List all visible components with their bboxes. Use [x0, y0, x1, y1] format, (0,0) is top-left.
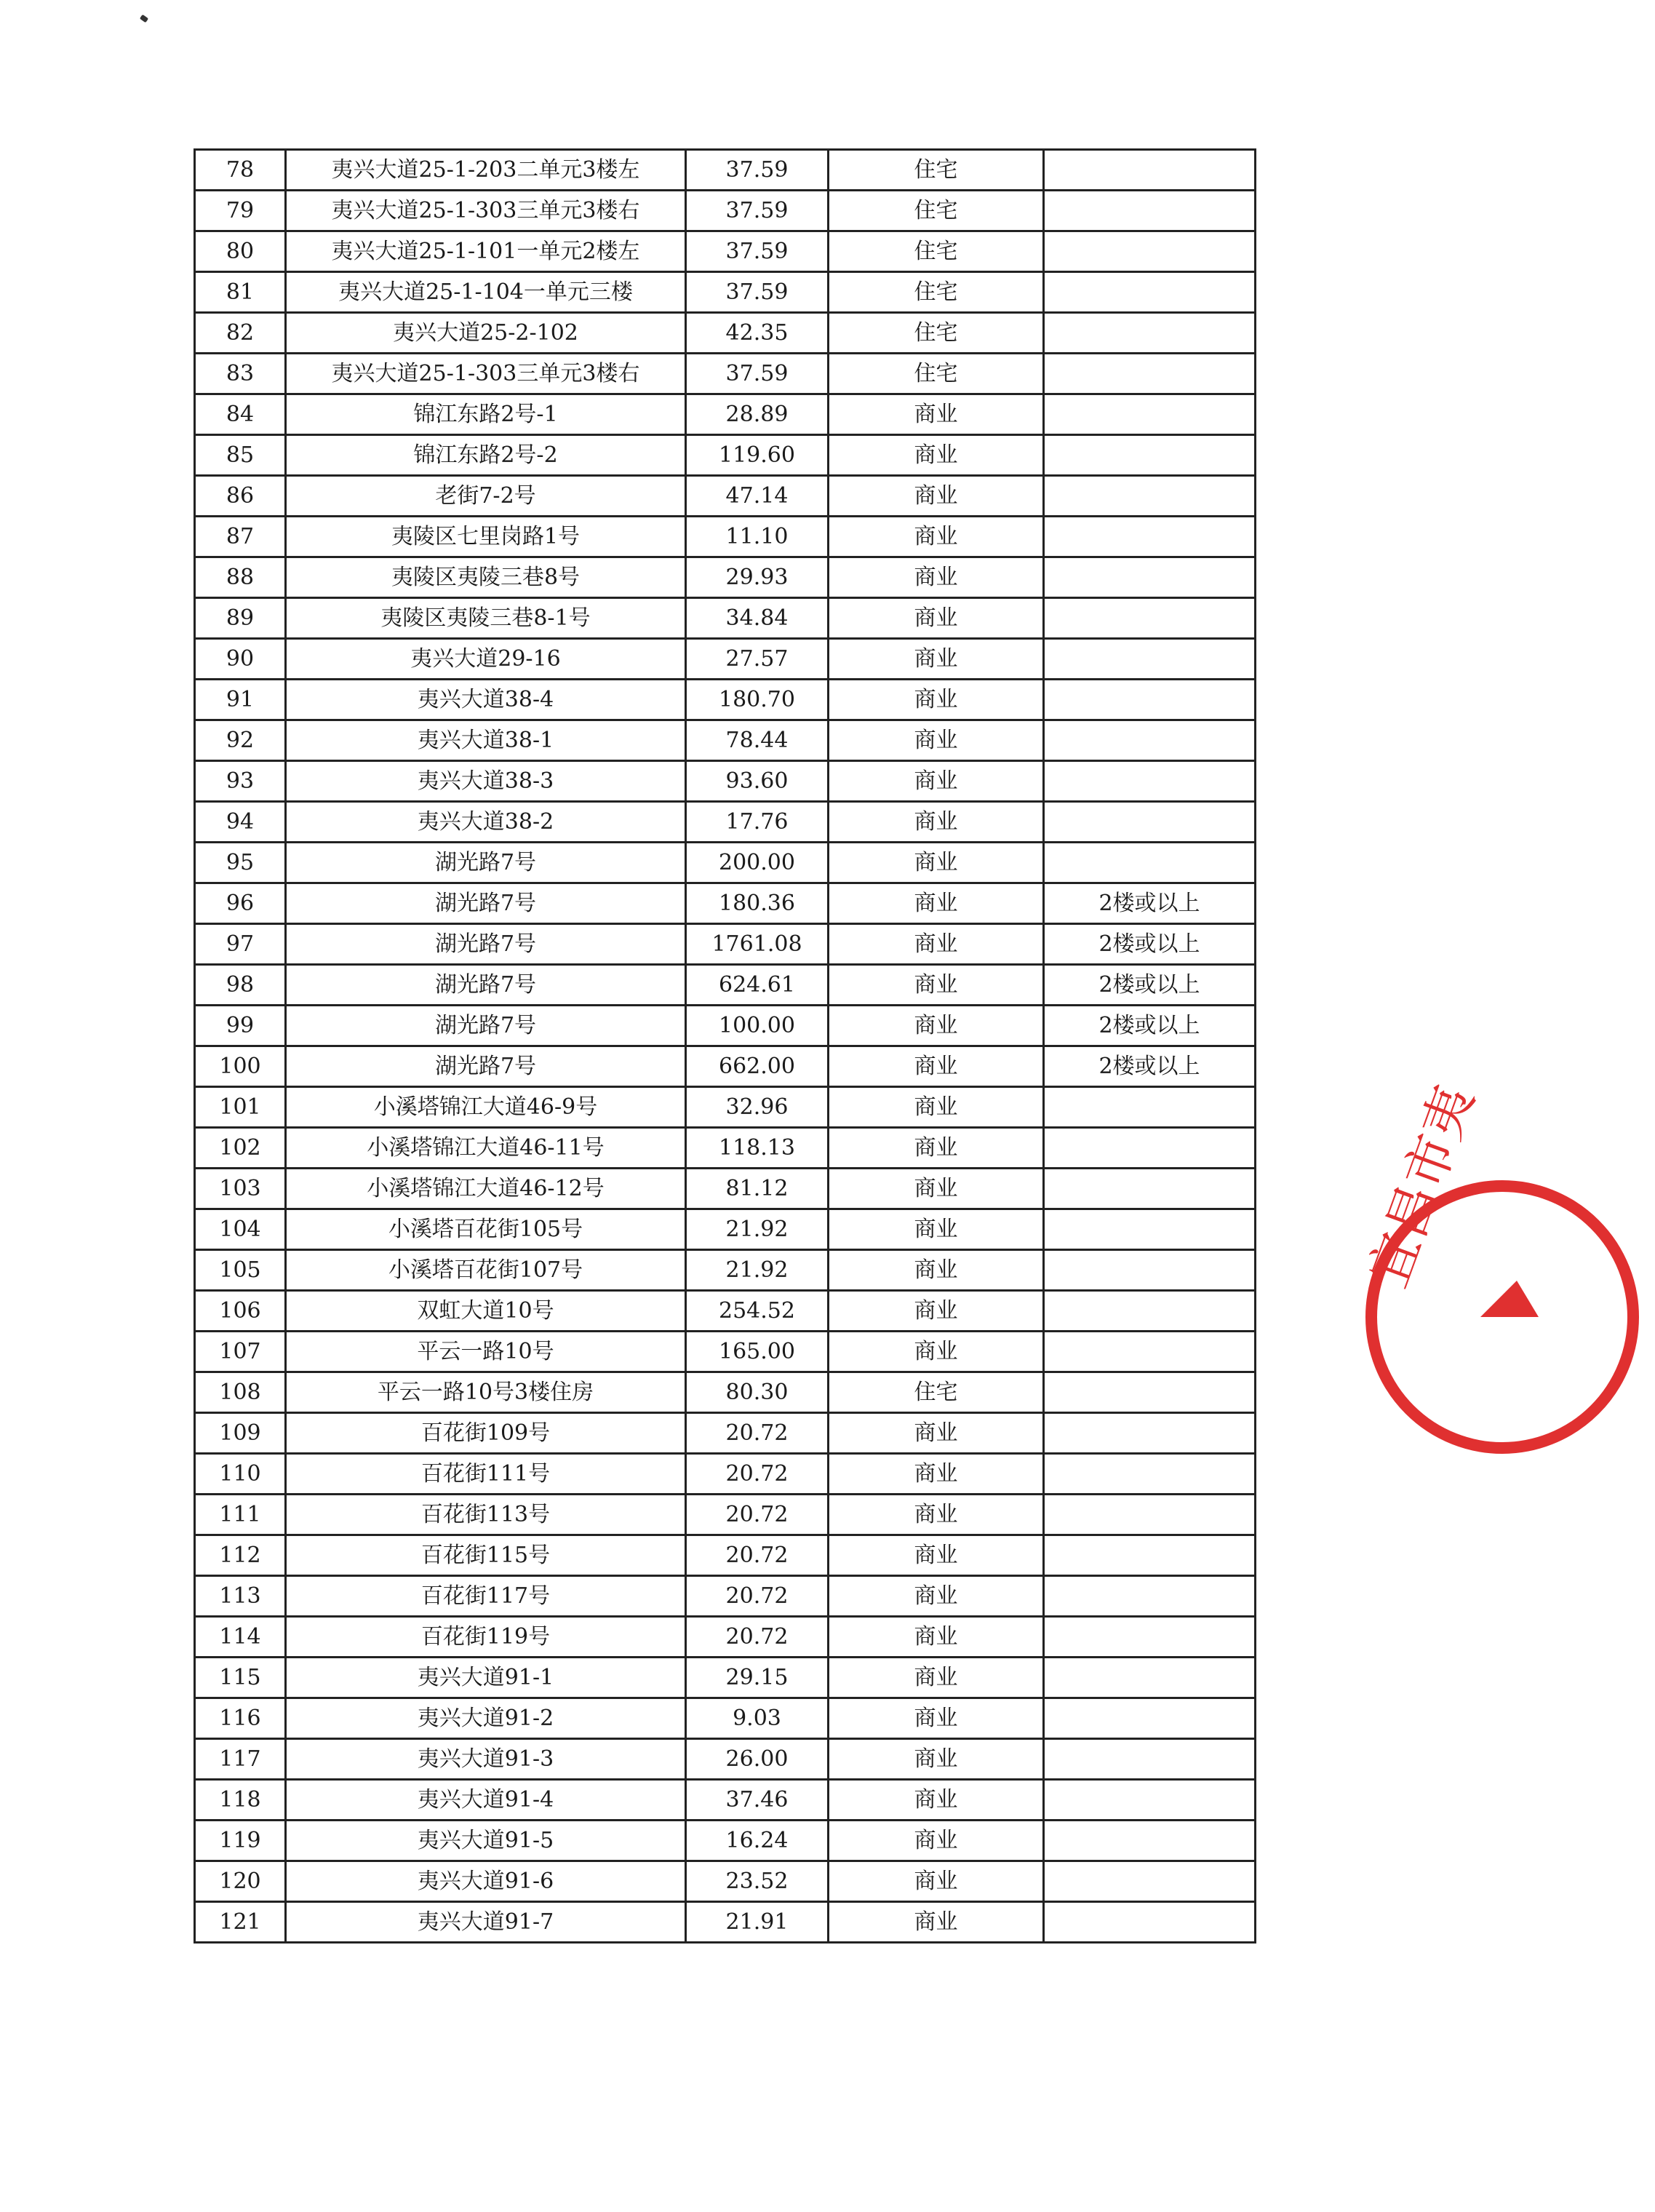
address-cell: 夷兴大道29-16	[286, 639, 686, 680]
row-number-cell: 103	[195, 1169, 286, 1209]
row-number-cell: 94	[195, 802, 286, 843]
usage-cell: 住宅	[829, 354, 1044, 394]
area-cell: 11.10	[686, 517, 829, 557]
usage-cell: 住宅	[829, 231, 1044, 272]
usage-cell: 商业	[829, 965, 1044, 1006]
address-cell: 夷兴大道38-3	[286, 761, 686, 802]
table-row	[195, 1861, 1256, 1902]
area-cell: 9.03	[686, 1698, 829, 1739]
usage-cell: 商业	[829, 1209, 1044, 1250]
row-number-cell: 106	[195, 1291, 286, 1332]
address-cell: 夷兴大道91-1	[286, 1658, 686, 1698]
table-row	[195, 1902, 1256, 1943]
address-cell: 百花街111号	[286, 1454, 686, 1495]
area-cell: 37.59	[686, 231, 829, 272]
area-cell: 21.92	[686, 1250, 829, 1291]
table-row	[195, 1413, 1256, 1454]
address-cell: 湖光路7号	[286, 1006, 686, 1046]
table-row	[195, 1128, 1256, 1169]
area-cell: 165.00	[686, 1332, 829, 1372]
table-row	[195, 924, 1256, 965]
address-cell: 夷兴大道91-5	[286, 1821, 686, 1861]
note-cell: 2楼或以上	[1044, 1006, 1256, 1046]
area-cell: 42.35	[686, 313, 829, 354]
address-cell: 夷兴大道25-1-104一单元三楼	[286, 272, 686, 313]
address-cell: 夷兴大道38-4	[286, 680, 686, 720]
note-cell	[1044, 272, 1256, 313]
usage-cell: 住宅	[829, 313, 1044, 354]
note-cell	[1044, 1535, 1256, 1576]
area-cell: 23.52	[686, 1861, 829, 1902]
table-row	[195, 1698, 1256, 1739]
area-cell: 662.00	[686, 1046, 829, 1087]
area-cell: 20.72	[686, 1535, 829, 1576]
table-row	[195, 1454, 1256, 1495]
table-row	[195, 598, 1256, 639]
table-row	[195, 1291, 1256, 1332]
area-cell: 80.30	[686, 1372, 829, 1413]
area-cell: 81.12	[686, 1169, 829, 1209]
row-number-cell: 109	[195, 1413, 286, 1454]
table-row	[195, 517, 1256, 557]
note-cell	[1044, 394, 1256, 435]
note-cell	[1044, 598, 1256, 639]
table-row	[195, 476, 1256, 517]
usage-cell: 商业	[829, 1495, 1044, 1535]
note-cell	[1044, 313, 1256, 354]
note-cell	[1044, 1372, 1256, 1413]
address-cell: 夷兴大道38-2	[286, 802, 686, 843]
table-row	[195, 272, 1256, 313]
row-number-cell: 82	[195, 313, 286, 354]
row-number-cell: 99	[195, 1006, 286, 1046]
note-cell	[1044, 557, 1256, 598]
row-number-cell: 81	[195, 272, 286, 313]
address-cell: 锦江东路2号-2	[286, 435, 686, 476]
row-number-cell: 92	[195, 720, 286, 761]
usage-cell: 商业	[829, 1698, 1044, 1739]
usage-cell: 商业	[829, 557, 1044, 598]
area-cell: 78.44	[686, 720, 829, 761]
official-seal	[1349, 1077, 1655, 1528]
address-cell: 夷兴大道38-1	[286, 720, 686, 761]
address-cell: 夷兴大道25-1-303三单元3楼右	[286, 354, 686, 394]
table-row	[195, 313, 1256, 354]
row-number-cell: 105	[195, 1250, 286, 1291]
address-cell: 夷兴大道25-1-203二单元3楼左	[286, 150, 686, 191]
area-cell: 100.00	[686, 1006, 829, 1046]
note-cell	[1044, 1698, 1256, 1739]
table-row	[195, 557, 1256, 598]
note-cell	[1044, 517, 1256, 557]
row-number-cell: 88	[195, 557, 286, 598]
usage-cell: 商业	[829, 1006, 1044, 1046]
address-cell: 百花街117号	[286, 1576, 686, 1617]
area-cell: 47.14	[686, 476, 829, 517]
area-cell: 21.91	[686, 1902, 829, 1943]
area-cell: 624.61	[686, 965, 829, 1006]
row-number-cell: 79	[195, 191, 286, 231]
area-cell: 93.60	[686, 761, 829, 802]
note-cell	[1044, 1169, 1256, 1209]
row-number-cell: 121	[195, 1902, 286, 1943]
table-row	[195, 150, 1256, 191]
table-row	[195, 1780, 1256, 1821]
note-cell	[1044, 354, 1256, 394]
usage-cell: 商业	[829, 476, 1044, 517]
table-body	[195, 150, 1256, 1943]
note-cell	[1044, 476, 1256, 517]
table-row	[195, 1209, 1256, 1250]
area-cell: 29.93	[686, 557, 829, 598]
address-cell: 小溪塔锦江大道46-9号	[286, 1087, 686, 1128]
note-cell	[1044, 1087, 1256, 1128]
scan-speck	[140, 15, 148, 23]
usage-cell: 商业	[829, 1658, 1044, 1698]
table-row	[195, 1576, 1256, 1617]
area-cell: 32.96	[686, 1087, 829, 1128]
table-row	[195, 1250, 1256, 1291]
table-row	[195, 843, 1256, 883]
usage-cell: 商业	[829, 1454, 1044, 1495]
address-cell: 湖光路7号	[286, 1046, 686, 1087]
area-cell: 37.59	[686, 354, 829, 394]
table-row	[195, 1372, 1256, 1413]
table-row	[195, 802, 1256, 843]
table-row	[195, 720, 1256, 761]
area-cell: 119.60	[686, 435, 829, 476]
row-number-cell: 85	[195, 435, 286, 476]
address-cell: 湖光路7号	[286, 924, 686, 965]
usage-cell: 商业	[829, 598, 1044, 639]
area-cell: 20.72	[686, 1617, 829, 1658]
address-cell: 老街7-2号	[286, 476, 686, 517]
usage-cell: 住宅	[829, 191, 1044, 231]
row-number-cell: 101	[195, 1087, 286, 1128]
row-number-cell: 114	[195, 1617, 286, 1658]
seal-star-fragment	[1480, 1281, 1539, 1317]
address-cell: 平云一路10号3楼住房	[286, 1372, 686, 1413]
usage-cell: 商业	[829, 639, 1044, 680]
row-number-cell: 86	[195, 476, 286, 517]
row-number-cell: 102	[195, 1128, 286, 1169]
note-cell	[1044, 1821, 1256, 1861]
note-cell	[1044, 720, 1256, 761]
row-number-cell: 98	[195, 965, 286, 1006]
address-cell: 双虹大道10号	[286, 1291, 686, 1332]
row-number-cell: 107	[195, 1332, 286, 1372]
table-row	[195, 680, 1256, 720]
row-number-cell: 89	[195, 598, 286, 639]
note-cell	[1044, 1454, 1256, 1495]
address-cell: 夷兴大道91-6	[286, 1861, 686, 1902]
row-number-cell: 104	[195, 1209, 286, 1250]
table-row	[195, 191, 1256, 231]
usage-cell: 住宅	[829, 272, 1044, 313]
note-cell	[1044, 1576, 1256, 1617]
row-number-cell: 116	[195, 1698, 286, 1739]
usage-cell: 住宅	[829, 1372, 1044, 1413]
row-number-cell: 108	[195, 1372, 286, 1413]
usage-cell: 商业	[829, 1821, 1044, 1861]
area-cell: 28.89	[686, 394, 829, 435]
address-cell: 百花街119号	[286, 1617, 686, 1658]
address-cell: 夷陵区夷陵三巷8-1号	[286, 598, 686, 639]
row-number-cell: 87	[195, 517, 286, 557]
note-cell	[1044, 802, 1256, 843]
usage-cell: 商业	[829, 1780, 1044, 1821]
area-cell: 16.24	[686, 1821, 829, 1861]
usage-cell: 商业	[829, 1902, 1044, 1943]
table-row	[195, 1739, 1256, 1780]
address-cell: 平云一路10号	[286, 1332, 686, 1372]
note-cell	[1044, 680, 1256, 720]
address-cell: 夷兴大道91-7	[286, 1902, 686, 1943]
area-cell: 26.00	[686, 1739, 829, 1780]
usage-cell: 商业	[829, 1332, 1044, 1372]
row-number-cell: 93	[195, 761, 286, 802]
usage-cell: 住宅	[829, 150, 1044, 191]
table-row	[195, 965, 1256, 1006]
row-number-cell: 95	[195, 843, 286, 883]
note-cell	[1044, 1413, 1256, 1454]
usage-cell: 商业	[829, 1535, 1044, 1576]
row-number-cell: 119	[195, 1821, 286, 1861]
table-row	[195, 354, 1256, 394]
row-number-cell: 91	[195, 680, 286, 720]
row-number-cell: 100	[195, 1046, 286, 1087]
usage-cell: 商业	[829, 1739, 1044, 1780]
area-cell: 180.70	[686, 680, 829, 720]
row-number-cell: 97	[195, 924, 286, 965]
note-cell	[1044, 639, 1256, 680]
note-cell	[1044, 1902, 1256, 1943]
area-cell: 180.36	[686, 883, 829, 924]
row-number-cell: 110	[195, 1454, 286, 1495]
note-cell	[1044, 1617, 1256, 1658]
area-cell: 37.59	[686, 272, 829, 313]
address-cell: 百花街109号	[286, 1413, 686, 1454]
table-row	[195, 231, 1256, 272]
area-cell: 17.76	[686, 802, 829, 843]
table-row	[195, 883, 1256, 924]
area-cell: 37.46	[686, 1780, 829, 1821]
address-cell: 小溪塔锦江大道46-12号	[286, 1169, 686, 1209]
note-cell	[1044, 191, 1256, 231]
usage-cell: 商业	[829, 435, 1044, 476]
address-cell: 夷兴大道91-3	[286, 1739, 686, 1780]
usage-cell: 商业	[829, 1169, 1044, 1209]
area-cell: 20.72	[686, 1576, 829, 1617]
row-number-cell: 78	[195, 150, 286, 191]
usage-cell: 商业	[829, 1250, 1044, 1291]
area-cell: 34.84	[686, 598, 829, 639]
area-cell: 27.57	[686, 639, 829, 680]
row-number-cell: 83	[195, 354, 286, 394]
table-row	[195, 1332, 1256, 1372]
usage-cell: 商业	[829, 802, 1044, 843]
area-cell: 1761.08	[686, 924, 829, 965]
address-cell: 夷兴大道91-2	[286, 1698, 686, 1739]
area-cell: 29.15	[686, 1658, 829, 1698]
row-number-cell: 115	[195, 1658, 286, 1698]
address-cell: 锦江东路2号-1	[286, 394, 686, 435]
address-cell: 湖光路7号	[286, 883, 686, 924]
address-cell: 夷兴大道25-1-101一单元2楼左	[286, 231, 686, 272]
address-cell: 湖光路7号	[286, 843, 686, 883]
address-cell: 小溪塔百花街107号	[286, 1250, 686, 1291]
area-cell: 37.59	[686, 150, 829, 191]
row-number-cell: 118	[195, 1780, 286, 1821]
table-row	[195, 1169, 1256, 1209]
note-cell: 2楼或以上	[1044, 883, 1256, 924]
table-row	[195, 1006, 1256, 1046]
address-cell: 百花街115号	[286, 1535, 686, 1576]
address-cell: 夷陵区七里岗路1号	[286, 517, 686, 557]
table-row	[195, 435, 1256, 476]
note-cell	[1044, 1861, 1256, 1902]
address-cell: 夷兴大道91-4	[286, 1780, 686, 1821]
usage-cell: 商业	[829, 517, 1044, 557]
table-row	[195, 1535, 1256, 1576]
note-cell	[1044, 1128, 1256, 1169]
usage-cell: 商业	[829, 883, 1044, 924]
address-cell: 小溪塔锦江大道46-11号	[286, 1128, 686, 1169]
usage-cell: 商业	[829, 1413, 1044, 1454]
usage-cell: 商业	[829, 924, 1044, 965]
table-row	[195, 1617, 1256, 1658]
usage-cell: 商业	[829, 1617, 1044, 1658]
row-number-cell: 117	[195, 1739, 286, 1780]
row-number-cell: 111	[195, 1495, 286, 1535]
usage-cell: 商业	[829, 1128, 1044, 1169]
row-number-cell: 112	[195, 1535, 286, 1576]
note-cell	[1044, 231, 1256, 272]
note-cell	[1044, 843, 1256, 883]
area-cell: 21.92	[686, 1209, 829, 1250]
table-row	[195, 1658, 1256, 1698]
table-row	[195, 394, 1256, 435]
row-number-cell: 113	[195, 1576, 286, 1617]
area-cell: 20.72	[686, 1495, 829, 1535]
note-cell	[1044, 761, 1256, 802]
note-cell	[1044, 1291, 1256, 1332]
area-cell: 20.72	[686, 1454, 829, 1495]
usage-cell: 商业	[829, 843, 1044, 883]
row-number-cell: 90	[195, 639, 286, 680]
usage-cell: 商业	[829, 1291, 1044, 1332]
usage-cell: 商业	[829, 680, 1044, 720]
note-cell: 2楼或以上	[1044, 924, 1256, 965]
address-cell: 百花街113号	[286, 1495, 686, 1535]
area-cell: 118.13	[686, 1128, 829, 1169]
usage-cell: 商业	[829, 720, 1044, 761]
note-cell	[1044, 1780, 1256, 1821]
usage-cell: 商业	[829, 761, 1044, 802]
row-number-cell: 96	[195, 883, 286, 924]
note-cell	[1044, 1658, 1256, 1698]
usage-cell: 商业	[829, 1861, 1044, 1902]
note-cell	[1044, 1250, 1256, 1291]
address-cell: 小溪塔百花街105号	[286, 1209, 686, 1250]
note-cell	[1044, 150, 1256, 191]
table-row	[195, 1046, 1256, 1087]
row-number-cell: 120	[195, 1861, 286, 1902]
seal-text: 宜昌市夷	[1356, 1077, 1486, 1295]
usage-cell: 商业	[829, 1576, 1044, 1617]
note-cell	[1044, 1209, 1256, 1250]
area-cell: 254.52	[686, 1291, 829, 1332]
address-cell: 湖光路7号	[286, 965, 686, 1006]
address-cell: 夷陵区夷陵三巷8号	[286, 557, 686, 598]
table-row	[195, 1821, 1256, 1861]
note-cell: 2楼或以上	[1044, 965, 1256, 1006]
note-cell	[1044, 1332, 1256, 1372]
table-row	[195, 761, 1256, 802]
property-table	[194, 148, 1256, 1944]
table-row	[195, 639, 1256, 680]
note-cell	[1044, 1739, 1256, 1780]
table-row	[195, 1495, 1256, 1535]
area-cell: 20.72	[686, 1413, 829, 1454]
usage-cell: 商业	[829, 1046, 1044, 1087]
usage-cell: 商业	[829, 394, 1044, 435]
row-number-cell: 84	[195, 394, 286, 435]
area-cell: 37.59	[686, 191, 829, 231]
usage-cell: 商业	[829, 1087, 1044, 1128]
area-cell: 200.00	[686, 843, 829, 883]
address-cell: 夷兴大道25-2-102	[286, 313, 686, 354]
row-number-cell: 80	[195, 231, 286, 272]
table-row	[195, 1087, 1256, 1128]
note-cell	[1044, 1495, 1256, 1535]
note-cell	[1044, 435, 1256, 476]
address-cell: 夷兴大道25-1-303三单元3楼右	[286, 191, 686, 231]
note-cell: 2楼或以上	[1044, 1046, 1256, 1087]
